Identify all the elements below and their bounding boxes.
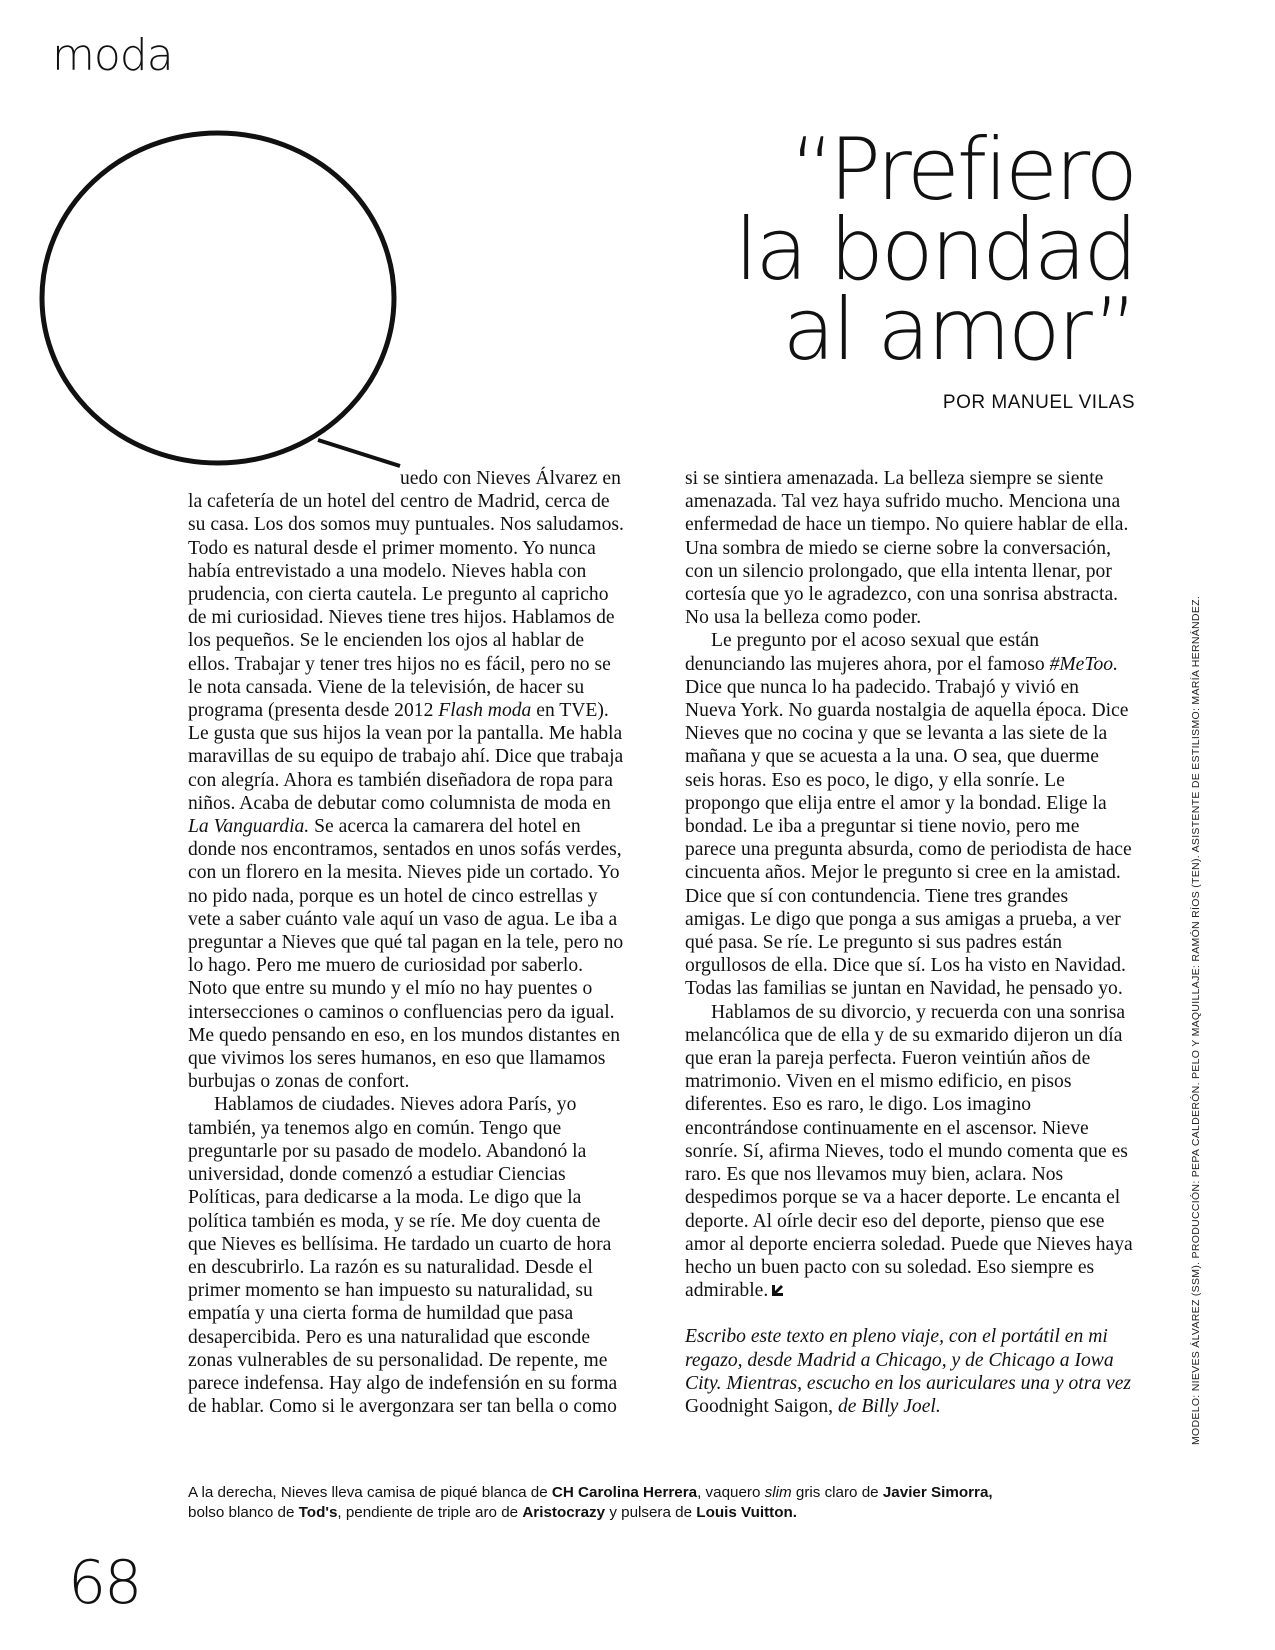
headline-line-1: “Prefiero — [790, 120, 1135, 220]
article-column-1 — [188, 467, 625, 1418]
paragraph-5: Hablamos de su divorcio, y recuerda con una sonrisa melancólica que de ella y de su exmarido dijeron un día que eran la pareja perfecta. Fueron veintiún años de matrimonio. Viven en el mismo edificio, en pisos diferentes. Eso es raro, le digo. Los imagino encontrándose continuamente en el ascensor. Nieve sonríe. Sí, afirma Nieves, todo el mundo comenta que es raro. Es que nos llevamos muy bien, aclara. Nos despedimos porque se va a hacer deporte. Le encanta el deporte. Al oírle decir eso del deporte, pienso que ese amor al deporte encierra soledad. Puede que Nieves haya hecho un buen pacto con su soledad. Eso siempre es admirable. — [685, 1001, 1133, 1302]
byline: POR MANUEL VILAS — [942, 392, 1135, 413]
dropcap-q-ring — [42, 133, 394, 463]
paragraph-1: uedo con Nieves Álvarez en la cafetería de un hotel del centro de Madrid, cerca de su casa. Los dos somos muy puntuales. Nos saludamos. Todo es natural desde el primer momento. Yo nunca había entrevistado a una modelo. Nieves habla con prudencia, con cierta cautela. Le pregunto al capricho de mi curiosidad. Nieves tiene tres hijos. Hablamos de los pequeños. Se le encienden los ojos al hablar de ellos. Trabajar y tener tres hijos no es fácil, pero no se le nota cansada. Viene de la televisión, de hacer su programa (presenta desde 2012 Flash moda en TVE). Le gusta que sus hijos la vean por la pantalla. Me habla maravillas de su equipo de trabajo ahí. Dice que trabaja con alegría. Ahora es también diseñadora de ropa para niños. Acaba de debutar como columnista de moda en La Vanguardia. Se acerca la camarera del hotel en donde nos encontramos, sentados en unos sofás verdes, con un florero en la mesita. Nieves pide un cortado. Yo no pido nada, porque es un hotel de cinco estrellas y vete a saber cuánto vale aquí un vaso de agua. Le iba a preguntar a Nieves que qué tal pagan en la tele, pero no lo hago. Pero me muero de curiosidad por saberlo. Noto que entre su mundo y el mío no hay puentes o intersecciones o caminos o confluencias pero da igual. Me quedo pensando en eso, en los mundos distantes en que vivimos los seres humanos, en eso que llamamos burbujas o zonas de confort. — [188, 468, 624, 1093]
photo-credits: MODELO: NIEVES ÁLVAREZ (SSM). PRODUCCIÓN: PEPA CALDERÓN. PELO Y MAQUILLAJE: RAMÓN RÍOS (TEN). ASISTENTE DE ESTILISMO: MARÍA HERNÁNDEZ. — [1190, 595, 1202, 1445]
dropcap-q-tail — [318, 440, 400, 466]
page-number: 68 — [68, 1548, 141, 1618]
first-line: uedo con Nieves Álvarez — [400, 468, 598, 489]
paragraph-2: Hablamos de ciudades. Nieves adora París, yo también, ya tenemos algo en común. Tengo que preguntarle por su pasado de modelo. Abandonó la universidad, donde comenzó a estudiar Ciencias Políticas, para dedicarse a la moda. Le digo que la política también es moda, y se ríe. Me doy cuenta de que Nieves es bellísima. He tardado un cuarto de hora en descubrirlo. La razón es su naturalidad. Desde el primer momento se han impuesto su naturalidad, su empatía y una cierta forma de humildad que pasa desapercibida. Pero es una naturalidad que esconde zonas vulnerables de su personalidad. De repente, me parece indefensa. Hay algo de indefensión en su forma de hablar. Como si le avergonzara ser tan bella o como — [188, 1094, 618, 1418]
section-label: moda — [52, 30, 173, 81]
headline-line-2: la bondad — [734, 200, 1135, 300]
photo-caption: A la derecha, Nieves lleva camisa de piqué blanca de CH Carolina Herrera, vaquero slim gris claro de Javier Simorra, bolso blanco de Tod's, pendiente de triple aro de Aristocrazy y pulsera de Louis Vuitton. — [188, 1484, 993, 1521]
end-mark-icon — [771, 1284, 784, 1297]
headline — [734, 120, 1135, 380]
paragraph-3: si se sintiera amenazada. La belleza siempre se siente amenazada. Tal vez haya sufrido mucho. Menciona una enfermedad de hace un tiempo. No quiere hablar de ella. Una sombra de miedo se cierne sobre la conversación, con un silencio prolongado, que ella intenta llenar, por cortesía que yo le agradezco, con una sonrisa abstracta. No usa la belleza como poder. — [685, 468, 1129, 629]
headline-line-3: al amor” — [782, 280, 1135, 380]
author-note: Escribo este texto en pleno viaje, con el portátil en mi regazo, desde Madrid a Chicago, y de Chicago a Iowa City. Mientras, escucho en los auriculares una y otra vez Goodnight Saigon, de Billy Joel. — [685, 1326, 1132, 1417]
article-column-2 — [685, 467, 1133, 1418]
paragraph-4: Le pregunto por el acoso sexual que están denunciando las mujeres ahora, por el famoso #MeToo. Dice que nunca lo ha padecido. Trabajó y vivió en Nueva York. No guarda nostalgia de aquella época. Dice Nieves que no cocina y que se levanta a las siete de la mañana y que se acuesta a la una. O sea, que duerme seis horas. Eso es poco, le digo, y ella sonríe. Le propongo que elija entre el amor y la bondad. Elige la bondad. Le iba a preguntar si tiene novio, pero me parece una pregunta absurda, como de periodista de hace cincuenta años. Mejor le pregunto si cree en la amistad. Dice que sí con contundencia. Tiene tres grandes amigas. Le digo que ponga a sus amigas a prueba, a ver qué pasa. Se ríe. Le pregunto si sus padres están orgullosos de ella. Dice que sí. Los ha visto en Navidad. Todas las familias se juntan en Navidad, he pensado yo. — [685, 630, 1132, 1000]
